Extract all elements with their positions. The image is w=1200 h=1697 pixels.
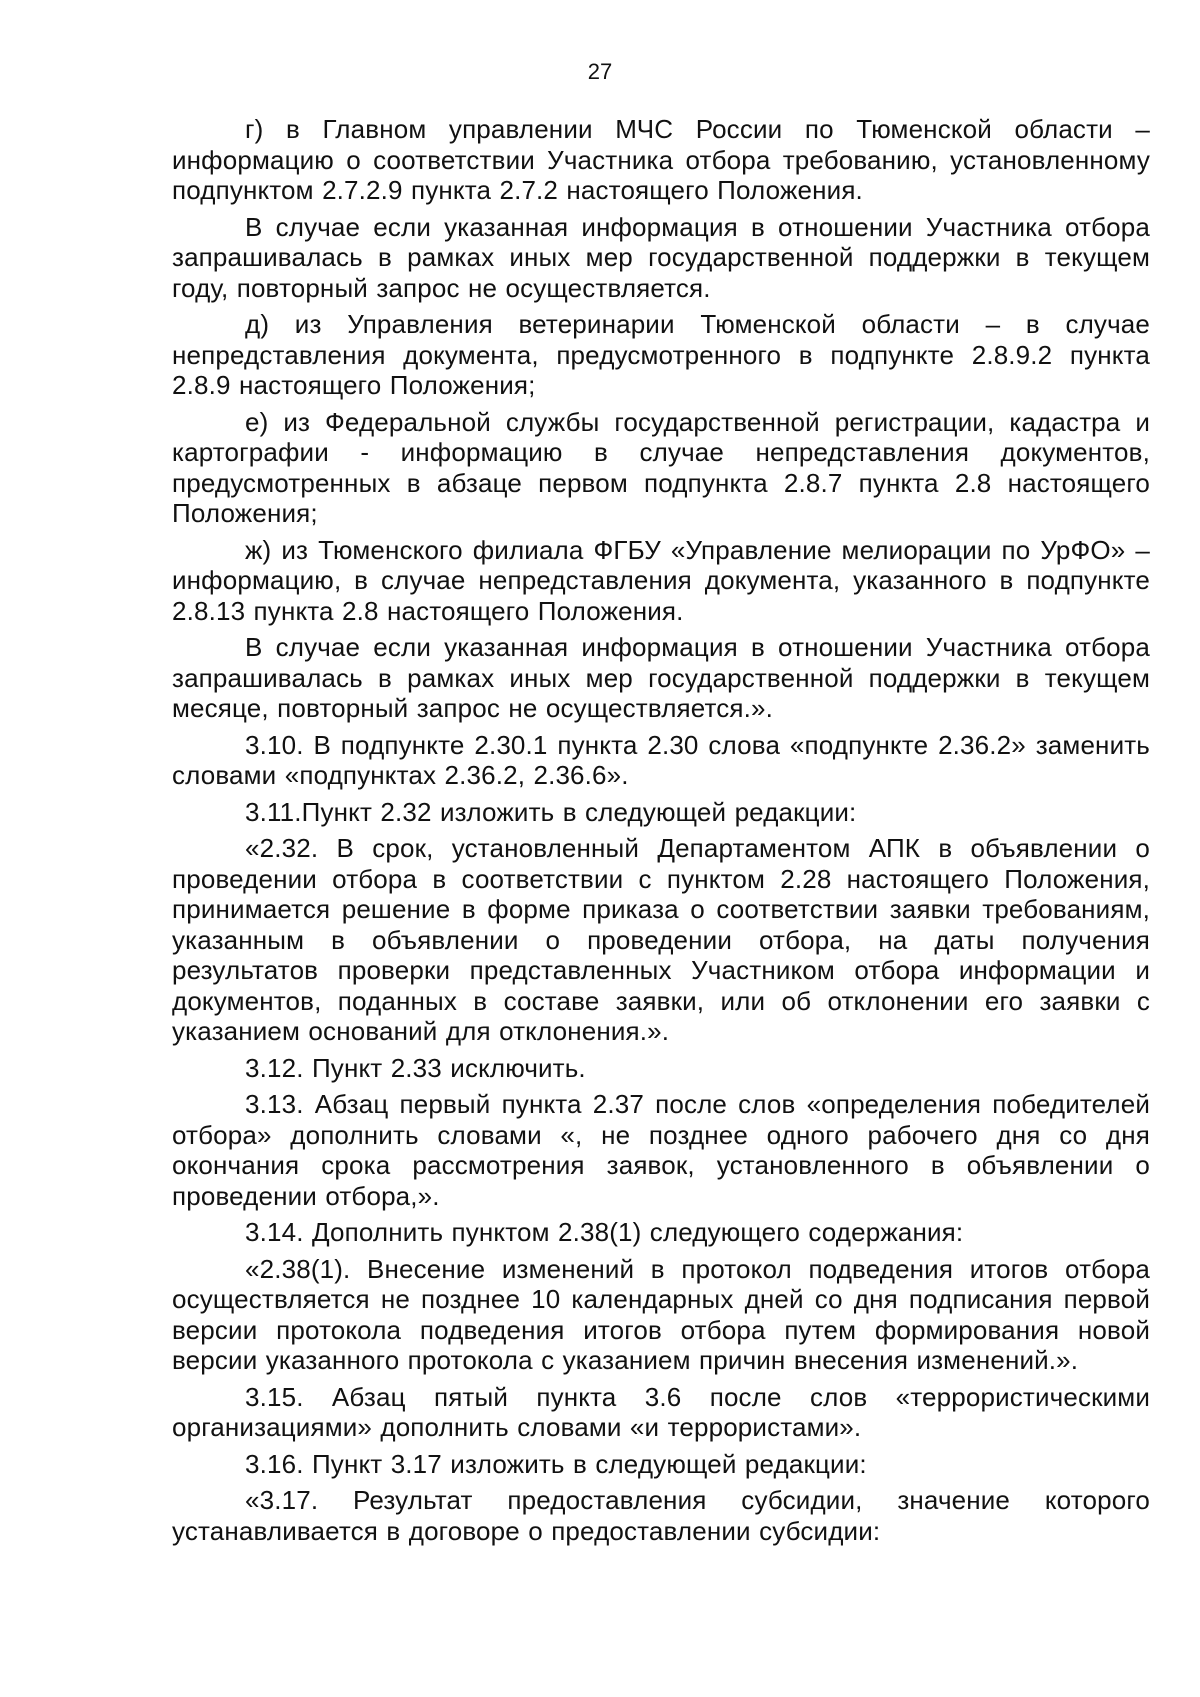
- paragraph-repeat-request-month: В случае если указанная информация в отношении Участника отбора запрашивалась в рамках иных мер государственной поддержки в текущем месяце, повторный запрос не осуществляется.».: [172, 632, 1150, 723]
- paragraph-3-17-text: «3.17. Результат предоставления субсидии, значение которого устанавливается в договоре о предоставлении субсидии:: [172, 1485, 1150, 1546]
- paragraph-d-veterinary: д) из Управления ветеринарии Тюменской области – в случае непредставления документа, предусмотренного в подпункте 2.8.9.2 пункта 2.8.9 настоящего Положения;: [172, 309, 1150, 400]
- paragraph-2-38-1-text: «2.38(1). Внесение изменений в протокол подведения итогов отбора осуществляется не позднее 10 календарных дней со дня подписания первой версии протокола подведения итогов отбора путем формирования новой версии указанного протокола с указанием причин внесения изменений.».: [172, 1253, 1150, 1375]
- paragraph-e-rosreestr: е) из Федеральной службы государственной регистрации, кадастра и картографии - информацию в случае непредставления документов, предусмотренных в абзаце первом подпункта 2.8.7 пункта 2.8 настоящего Положения;: [172, 406, 1150, 528]
- paragraph-3-14: 3.14. Дополнить пунктом 2.38(1) следующего содержания:: [245, 1217, 964, 1247]
- paragraph-zh-melioration: ж) из Тюменского филиала ФГБУ «Управление мелиорации по УрФО» – информацию, в случае непредставления документа, указанного в подпункте 2.8.13 пункта 2.8 настоящего Положения.: [172, 534, 1150, 626]
- paragraph-3-15: 3.15. Абзац пятый пункта 3.6 после слов «террористическими организациями» дополнить словами «и террористами».: [172, 1381, 1150, 1442]
- paragraph-g-emergency-ministry: г) в Главном управлении МЧС России по Тюменской области – информацию о соответствии Участника отбора требованию, установленному подпунктом 2.7.2.9 пункта 2.7.2 настоящего Положения.: [172, 114, 1150, 205]
- paragraph-3-13: 3.13. Абзац первый пункта 2.37 после слов «определения победителей отбора» дополнить словами «, не позднее одного рабочего дня со дня окончания срока рассмотрения заявок, установленного в объявлении о проведении отбора,».: [172, 1089, 1150, 1211]
- page-number: 27: [587, 59, 613, 84]
- document-body: [172, 114, 1150, 1552]
- paragraph-3-16: 3.16. Пункт 3.17 изложить в следующей редакции:: [245, 1448, 867, 1479]
- paragraph-3-10: 3.10. В подпункте 2.30.1 пункта 2.30 слова «подпункте 2.36.2» заменить словами «подпунктах 2.36.2, 2.36.6».: [172, 729, 1150, 790]
- paragraph-repeat-request-year: В случае если указанная информация в отношении Участника отбора запрашивалась в рамках иных мер государственной поддержки в текущем году, повторный запрос не осуществляется.: [172, 211, 1150, 303]
- paragraph-3-11: 3.11.Пункт 2.32 изложить в следующей редакции:: [245, 796, 857, 827]
- paragraph-2-32-text: «2.32. В срок, установленный Департаментом АПК в объявлении о проведении отбора в соответствии с пунктом 2.28 настоящего Положения, принимается решение в форме приказа о соответствии заявки требованиям, указанным в объявлении о проведении отбора, на даты получения результатов проверки представленных Участником отбора информации и документов, поданных в составе заявки, или об отклонении его заявки с указанием оснований для отклонения.».: [172, 833, 1150, 1046]
- paragraph-3-12: 3.12. Пункт 2.33 исключить.: [245, 1052, 586, 1083]
